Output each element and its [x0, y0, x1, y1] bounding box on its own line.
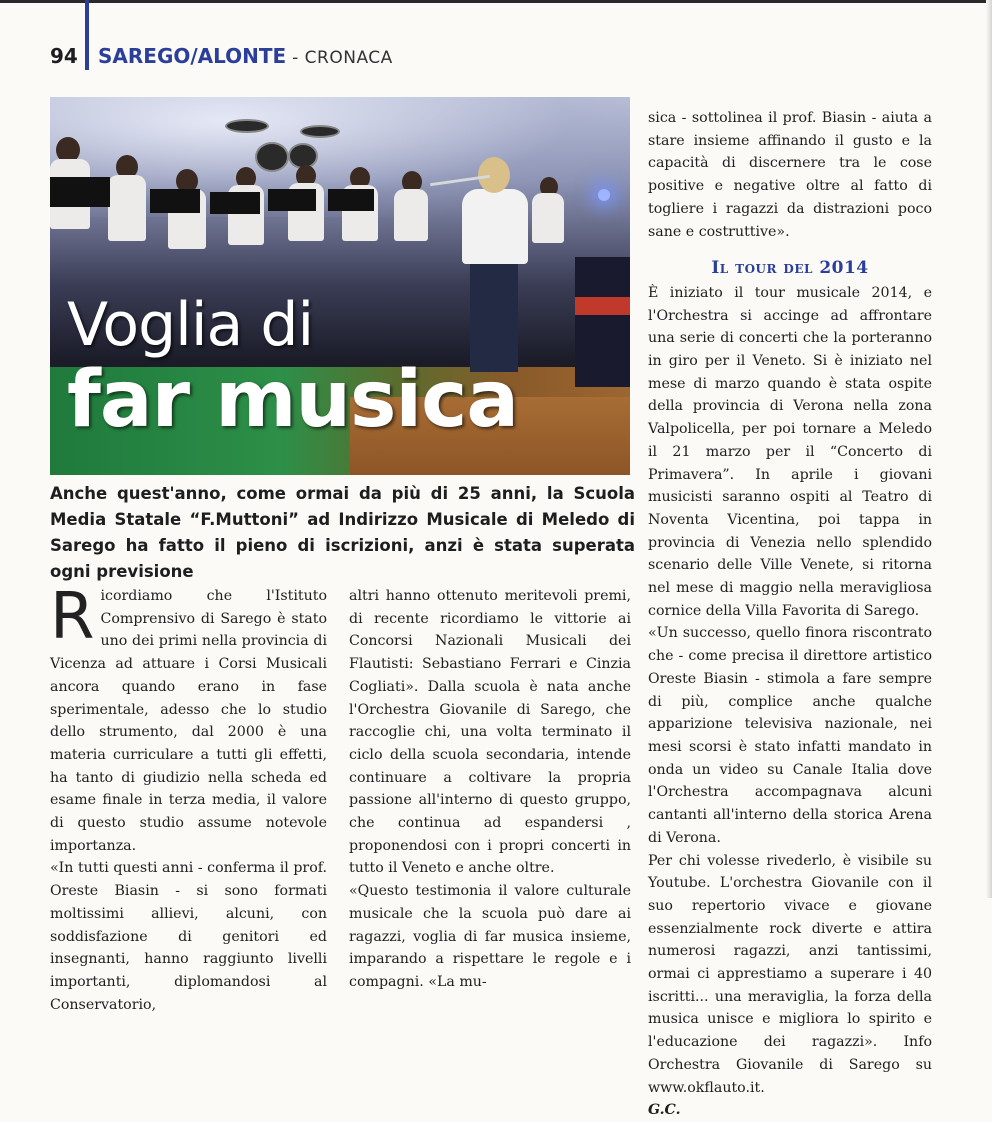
- photo-flutist: [462, 189, 528, 264]
- section-header: [98, 44, 393, 68]
- photo-cymbal: [225, 119, 269, 133]
- photo-spotlight: [598, 189, 610, 201]
- photo-music-stand: [328, 189, 374, 211]
- page-number: 94: [50, 44, 78, 68]
- photo-musician: [394, 189, 428, 241]
- photo-music-stand: [268, 189, 316, 211]
- article-photo: [50, 97, 630, 475]
- article-paragraph: «In tutti questi anni - conferma il prof. Oreste Biasin - si sono formati moltissimi allievi, alcuni, con soddisfazione di genitori ed insegnanti, hanno raggiunto livelli importanti, diplomandosi al Conservatorio,: [50, 860, 327, 1013]
- paragraph-text: icordiamo che l'Istituto Comprensivo di Sarego è stato uno dei primi nella provincia di Vicenza ad attuare i Corsi Musicali ancora quando erano in fase sperimentale, adesso che lo studio dello strumento, dal 2000 è una materia curriculare a tutti gli effetti, ha tanto di giudizio nella scheda ed esame finale in terza media, il valore di questo studio assume notevole importanza.: [50, 588, 327, 854]
- article-column-1: [50, 580, 327, 1016]
- photo-cymbal: [300, 125, 340, 138]
- page-edge-shadow: [986, 0, 992, 898]
- article-subhead: Il tour del 2014: [711, 258, 869, 279]
- header-accent-bar: [85, 0, 89, 70]
- section-subtitle: - CRONACA: [286, 48, 393, 68]
- article-paragraph: «Un successo, quello finora riscontrato che - come precisa il direttore artistico Oreste Biasin - stimola a fare sempre di più, complice anche qualche apparizione televisiva nazionale, nei mesi scorsi è stato infatti mandato in onda un video su Canale Italia dove l'Orchestra accompagnava alcuni cantanti all'interno della storica Arena di Verona.: [648, 625, 932, 846]
- top-rule: [0, 0, 992, 3]
- article-paragraph: [50, 580, 327, 857]
- standfirst: Anche quest'anno, come ormai da più di 25 anni, la Scuola Media Statale “F.Muttoni” ad Indirizzo Musicale di Meledo di Sarego ha fatto il pieno di iscrizioni, anzi è stata superata ogni previsione: [50, 484, 635, 581]
- article-paragraph: sica - sottolinea il prof. Biasin - aiuta a stare insieme affinando il gusto e la capacità di discernere tra le cose positive e negative oltre al fatto di togliere i ragazzi da distrazioni poco sane e costruttive».: [648, 110, 932, 240]
- article-column-3: [648, 107, 932, 1122]
- photo-music-stand: [50, 177, 110, 207]
- drop-cap: R: [50, 580, 95, 654]
- photo-drum: [255, 142, 289, 172]
- photo-musician: [532, 193, 564, 243]
- headline-line-1: Voglia di: [67, 290, 314, 360]
- author-signature: G.C.: [648, 1102, 681, 1119]
- article-paragraph: altri hanno ottenuto meritevoli premi, di recente ricordiamo le vittorie ai Concorsi Nazionali Musicali dei Flautisti: Sebastiano Ferrari e Cinzia Cogliati». Dalla scuola è nata anche l'Orchestra Giovanile di Sarego, che raccoglie chi, una volta terminato il ciclo della scuola secondaria, intende continuare a coltivare la propria passione all'interno di questo gruppo, che continua ad espandersi , proponendosi con i propri concerti in tutto il Veneto e anche oltre.: [349, 588, 631, 877]
- article-paragraph: «Questo testimonia il valore culturale musicale che la scuola può dare ai ragazzi, voglia di far musica insieme, imparando a rispettare le regole e i compagni. «La mu-: [349, 883, 631, 990]
- headline-line-2: far musica: [67, 355, 519, 445]
- section-place: SAREGO/ALONTE: [98, 44, 287, 68]
- photo-musician: [108, 175, 146, 241]
- article-paragraph: È iniziato il tour musicale 2014, e l'Orchestra si accinge ad affrontare una serie di concerti che la porteranno in giro per il Veneto. Si è iniziato nel mese di marzo quando è stata ospite della provincia di Verona nella zona Valpolicella, per poi tornare a Meledo il 21 marzo per il “Concerto di Primavera”. In aprile i giovani musicisti saranno ospiti al Teatro di Noventa Vicentina, poi tappa in provincia di Venezia nello splendido scenario delle Ville Venete, si ritorna nel mese di maggio nella meravigliosa cornice della Villa Favorita di Sarego.: [648, 284, 932, 619]
- photo-music-stand: [150, 189, 200, 213]
- photo-music-stand: [210, 192, 260, 214]
- photo-banner: [575, 257, 630, 387]
- article-column-2: [349, 585, 631, 994]
- headline: [67, 290, 519, 445]
- article-paragraph: Per chi volesse rivederlo, è visibile su Youtube. L'orchestra Giovanile con il suo repertorio vivace e giovane essenzialmente rock diverte e attira numerosi ragazzi, anzi tantissimi, ormai ci apprestiamo a superare i 40 iscritti... una meraviglia, la forza della musica unisce e migliora lo spirito e l'educazione dei ragazzi». Info Orchestra Giovanile di Sarego su www.okflauto.it.: [648, 852, 932, 1096]
- photo-banner-logo: [575, 297, 630, 315]
